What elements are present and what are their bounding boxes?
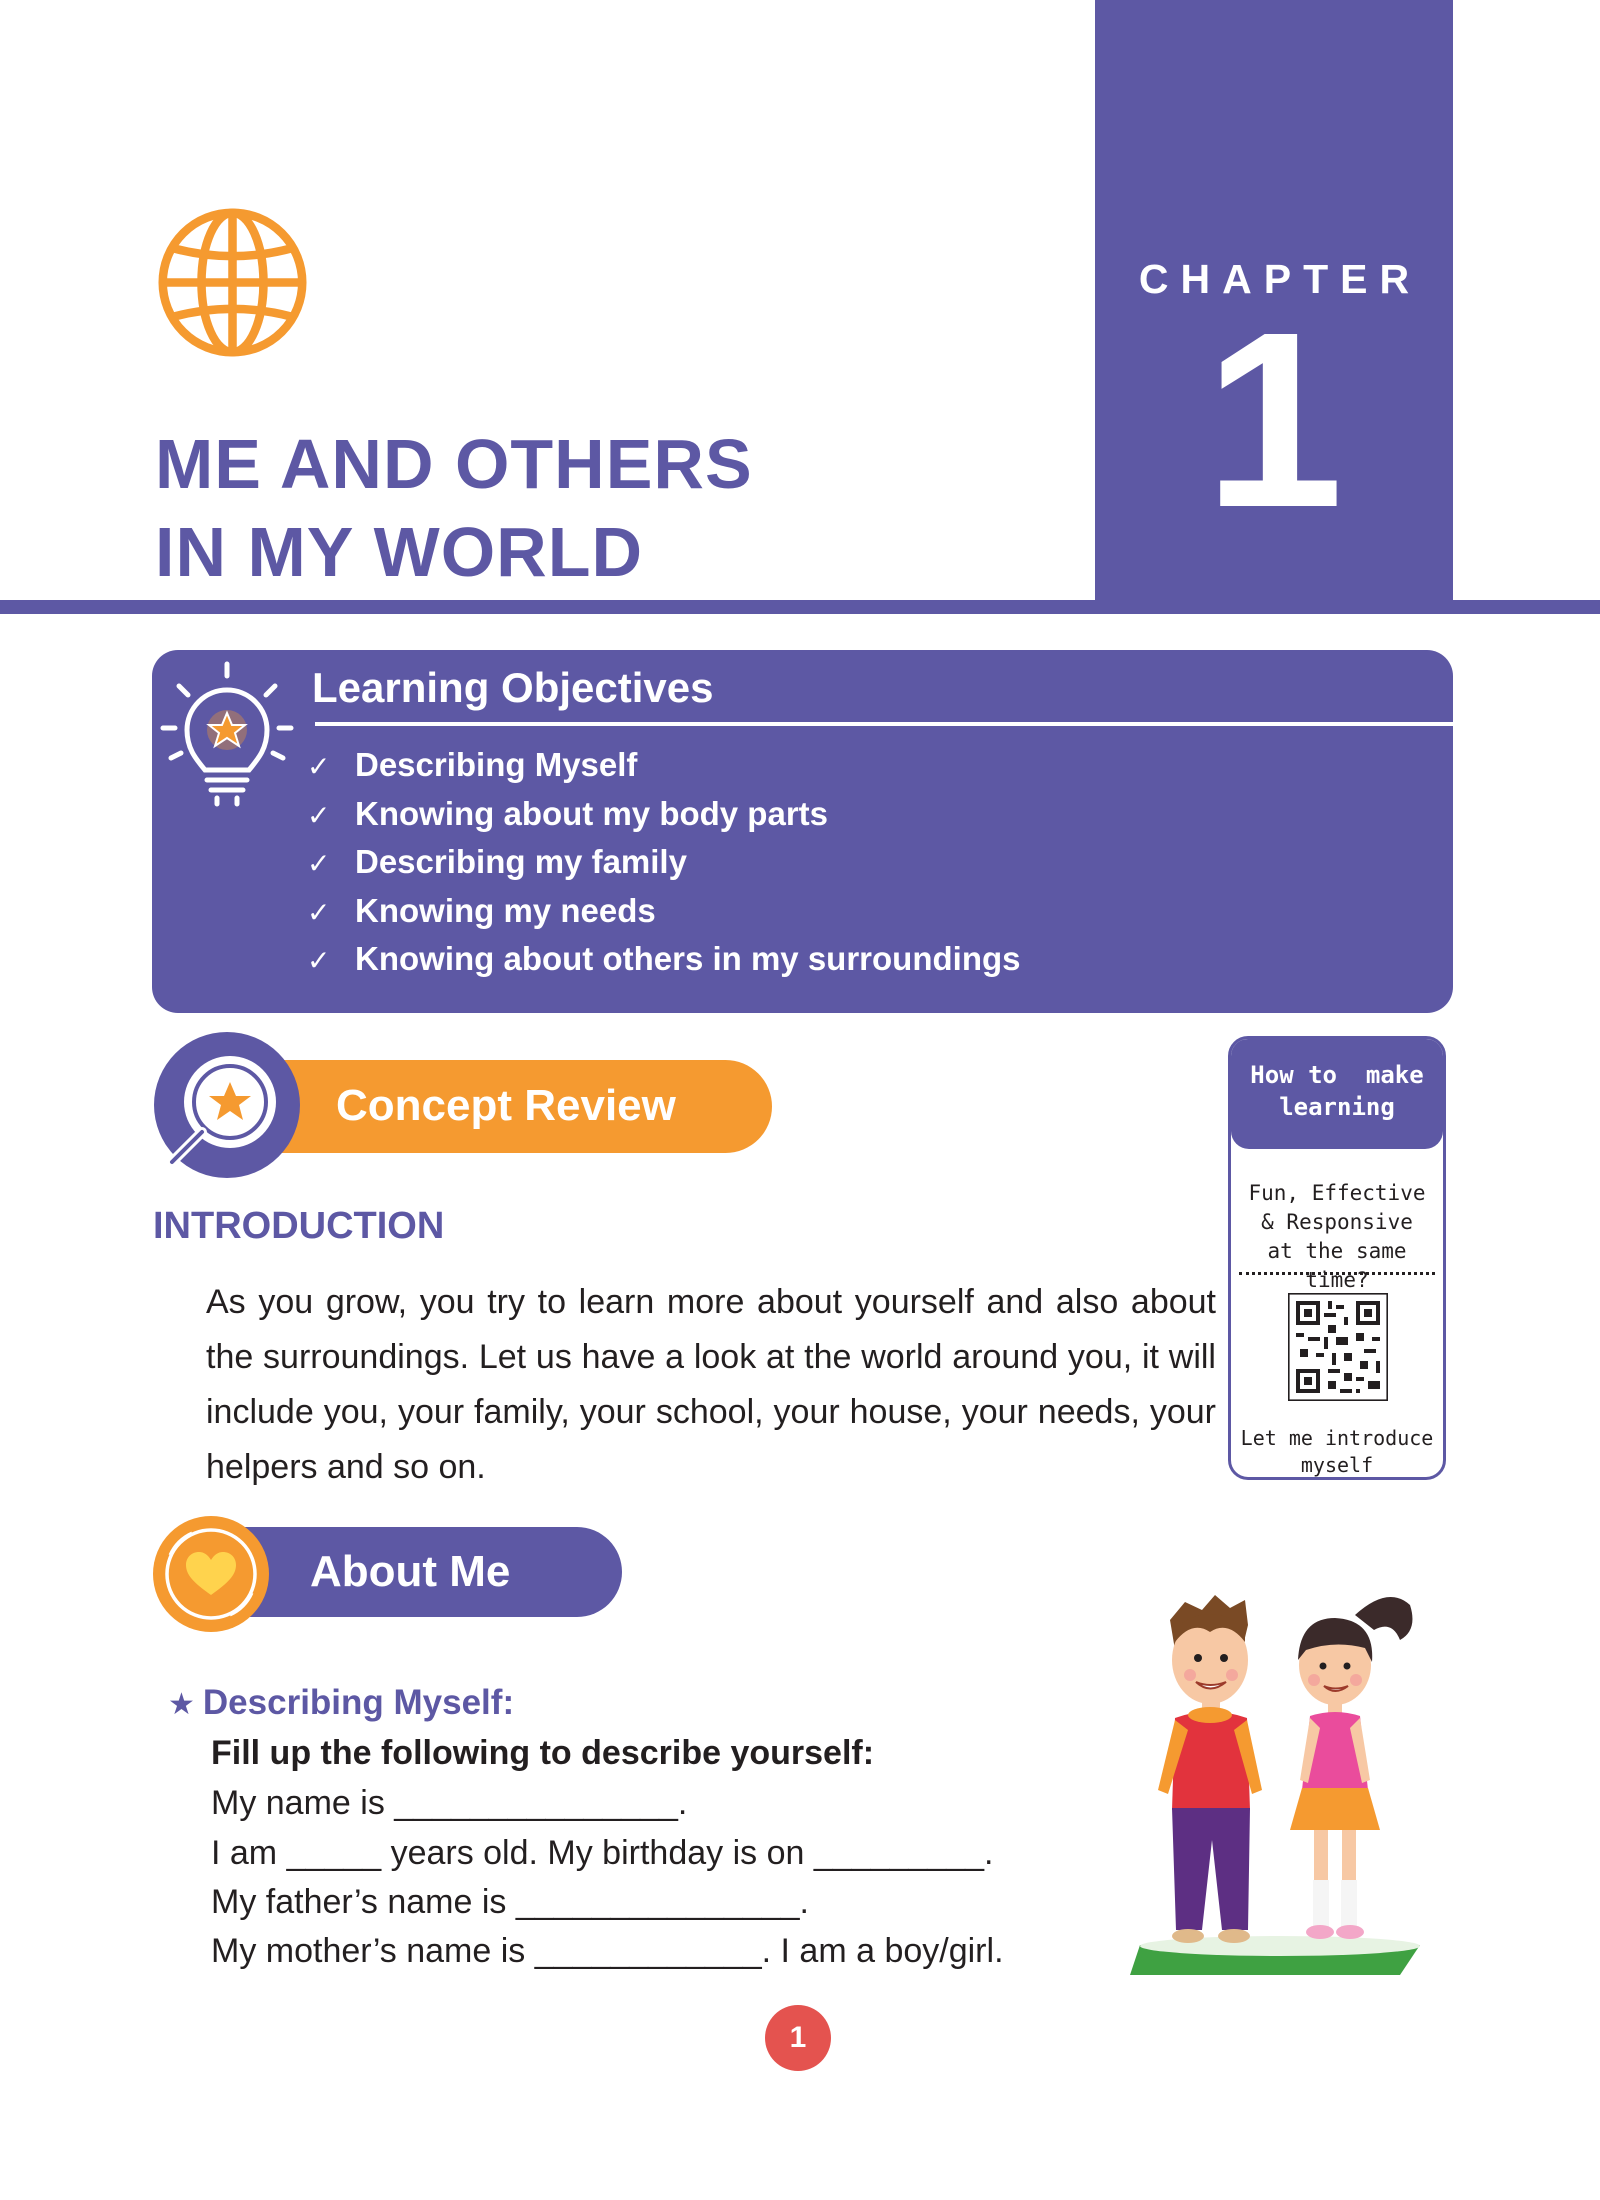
chapter-label: CHAPTER (1138, 256, 1422, 302)
boy-figure (1158, 1595, 1262, 1943)
fill-in-line: My father’s name is _______________. (211, 1883, 809, 1921)
checkmark-icon: ✓ (307, 798, 331, 832)
learning-objectives-list (307, 742, 1021, 985)
about-me-label: About Me (310, 1547, 511, 1596)
checkmark-icon: ✓ (307, 944, 331, 977)
star-icon: ★ (168, 1687, 195, 1722)
introduction-paragraph: As you grow, you try to learn more about yourself and also about the surroundings. Let us have a look at the world around you, it will include you, your family, your school, your house, your needs, your helpers and so on. (206, 1283, 1216, 1486)
fill-in-line: My name is _______________. (211, 1784, 688, 1822)
checkmark-icon: ✓ (307, 750, 331, 783)
girl-figure (1290, 1597, 1412, 1939)
children-illustration (1130, 1580, 1420, 1980)
describing-myself-heading: ★ Describing Myself: (168, 1683, 515, 1722)
lightbulb-star-icon (157, 658, 297, 808)
about-me-banner (240, 1527, 622, 1617)
heart-icon (152, 1515, 270, 1633)
globe-icon (155, 205, 310, 360)
fill-instruction: Fill up the following to describe yourself: (211, 1734, 875, 1772)
objective-item: ✓ Describing Myself (307, 742, 1021, 791)
fill-in-line: My mother’s name is ____________. I am a boy/girl. (211, 1932, 1004, 1970)
chapter-title (155, 420, 1055, 596)
learning-objectives-rule (315, 722, 1453, 726)
learning-objectives-box (152, 650, 1453, 1013)
qr-card-divider (1239, 1272, 1435, 1275)
qr-code-icon[interactable] (1288, 1293, 1388, 1401)
qr-info-card[interactable] (1228, 1036, 1446, 1480)
magnifier-star-icon (152, 1030, 302, 1180)
chapter-number: 1 (1204, 280, 1344, 559)
objective-item: ✓ Knowing my needs (307, 888, 1021, 937)
learning-objectives-heading: Learning Objectives (312, 664, 714, 711)
objective-item: ✓ Knowing about my body parts (307, 791, 1021, 840)
chapter-title-line-1: ME AND OTHERS (155, 425, 753, 503)
concept-review-banner (270, 1060, 772, 1153)
objective-item: ✓ Knowing about others in my surroundings (307, 936, 1021, 985)
page-number: 1 (765, 2005, 831, 2071)
qr-card-subtitle: Fun, Effective & Responsive at the same time? (1248, 1181, 1426, 1292)
fill-in-line: I am _____ years old. My birthday is on _________. (211, 1834, 994, 1872)
chapter-block (1095, 0, 1453, 600)
checkmark-icon: ✓ (307, 895, 331, 929)
header-divider (0, 600, 1600, 614)
concept-review-label: Concept Review (336, 1081, 676, 1130)
introduction-heading: INTRODUCTION (153, 1205, 445, 1247)
chapter-title-line-2: IN MY WORLD (155, 513, 644, 591)
qr-card-caption: Let me introduce myself (1240, 1426, 1434, 1477)
qr-card-title: How to make learning (1250, 1061, 1424, 1121)
objective-item: ✓ Describing my family (307, 839, 1021, 888)
checkmark-icon: ✓ (307, 847, 331, 880)
